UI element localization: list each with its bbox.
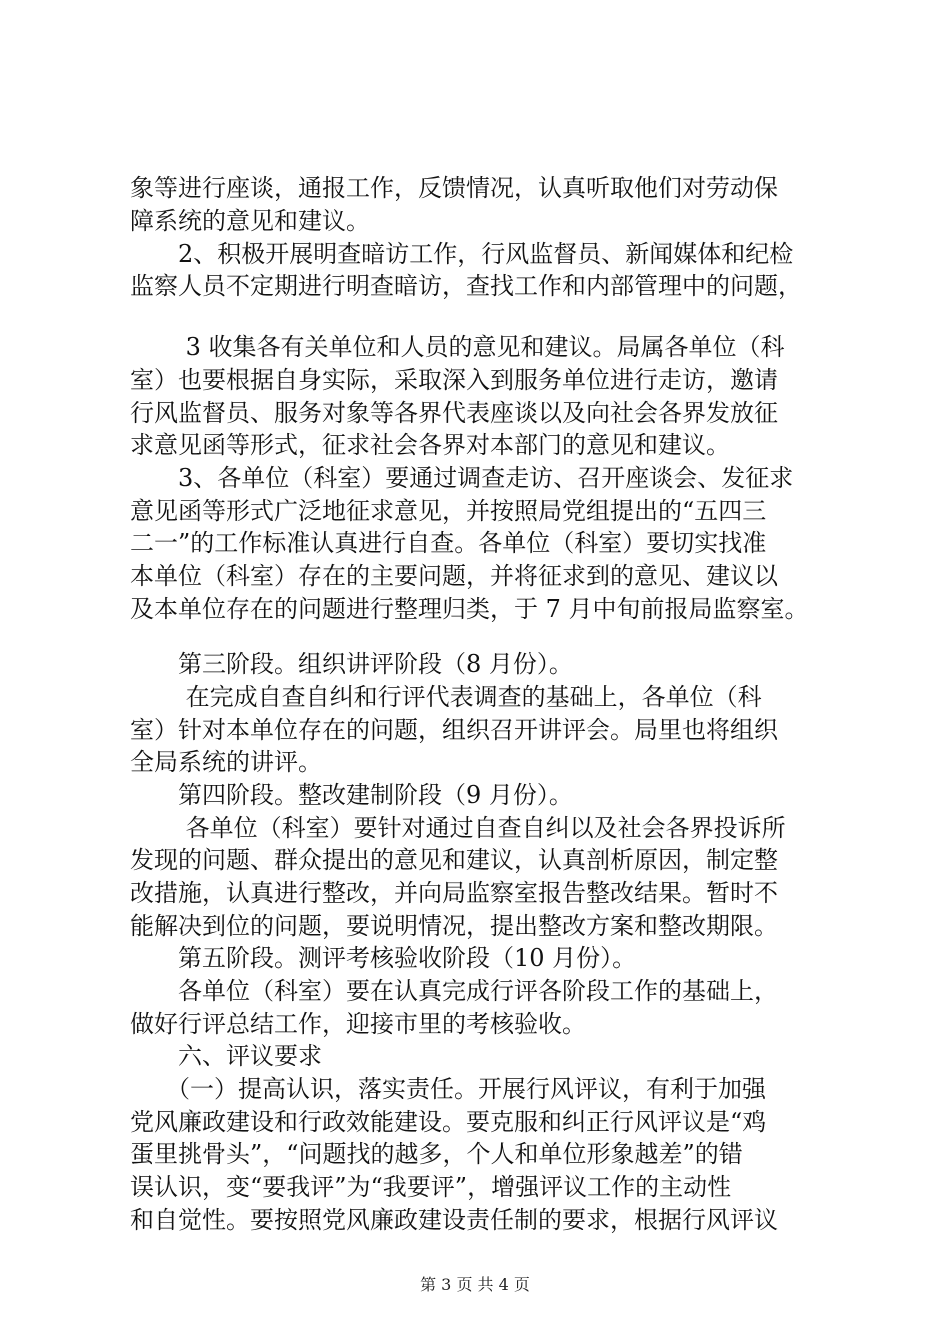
text-line: 蛋里挑骨头”，“问题找的越多，个人和单位形象越差”的错	[130, 1140, 743, 1168]
text-line: 3 收集各有关单位和人员的意见和建议。局属各单位（科	[130, 333, 785, 361]
text-line: 及本单位存在的问题进行整理归类，于 7 月中旬前报局监察室。	[130, 595, 809, 623]
text-line: 意见函等形式广泛地征求意见，并按照局党组提出的“五四三	[130, 497, 767, 525]
page-number-footer: 第 3 页 共 4 页	[420, 1275, 530, 1294]
text-line: 2、积极开展明查暗访工作，行风监督员、新闻媒体和纪检	[130, 240, 794, 268]
text-line: 发现的问题、群众提出的意见和建议，认真剖析原因，制定整	[130, 846, 778, 874]
text-line: （一）提高认识，落实责任。开展行风评议，有利于加强	[130, 1075, 766, 1103]
text-line: 3、各单位（科室）要通过调查走访、召开座谈会、发征求	[130, 464, 794, 492]
text-line: 求意见函等形式，征求社会各界对本部门的意见和建议。	[130, 431, 730, 459]
text-line: 象等进行座谈，通报工作，反馈情况，认真听取他们对劳动保	[130, 174, 778, 202]
text-line: 党风廉政建设和行政效能建设。要克服和纠正行风评议是“鸡	[130, 1108, 767, 1136]
section-heading: 第五阶段。测评考核验收阶段（10 月份）。	[130, 944, 637, 972]
text-line: 室）也要根据自身实际，采取深入到服务单位进行走访，邀请	[130, 366, 778, 394]
text-line: 各单位（科室）要在认真完成行评各阶段工作的基础上，	[130, 977, 778, 1005]
text-line: 误认识，变“要我评”为“我要评”，增强评议工作的主动性	[130, 1173, 732, 1201]
section-heading: 第四阶段。整改建制阶段（9 月份）。	[130, 781, 573, 809]
text-line: 全局系统的讲评。	[130, 748, 322, 776]
text-line: 改措施，认真进行整改，并向局监察室报告整改结果。暂时不	[130, 879, 778, 907]
text-line: 做好行评总结工作，迎接市里的考核验收。	[130, 1010, 586, 1038]
text-line: 障系统的意见和建议。	[130, 207, 370, 235]
section-heading: 六、评议要求	[130, 1042, 322, 1070]
text-line: 二一”的工作标准认真进行自查。各单位（科室）要切实找准	[130, 529, 767, 557]
text-line: 监察人员不定期进行明查暗访，查找工作和内部管理中的问题，	[130, 272, 802, 300]
text-line: 各单位（科室）要针对通过自查自纠以及社会各界投诉所	[130, 814, 786, 842]
section-heading: 第三阶段。组织讲评阶段（8 月份）。	[130, 650, 573, 678]
text-line: 能解决到位的问题，要说明情况，提出整改方案和整改期限。	[130, 912, 778, 940]
text-line: 和自觉性。要按照党风廉政建设责任制的要求，根据行风评议	[130, 1206, 778, 1234]
text-line: 在完成自查自纠和行评代表调查的基础上，各单位（科	[130, 683, 762, 711]
text-line: 室）针对本单位存在的问题，组织召开讲评会。局里也将组织	[130, 716, 778, 744]
text-line: 本单位（科室）存在的主要问题，并将征求到的意见、建议以	[130, 562, 778, 590]
text-line: 行风监督员、服务对象等各界代表座谈以及向社会各界发放征	[130, 399, 778, 427]
